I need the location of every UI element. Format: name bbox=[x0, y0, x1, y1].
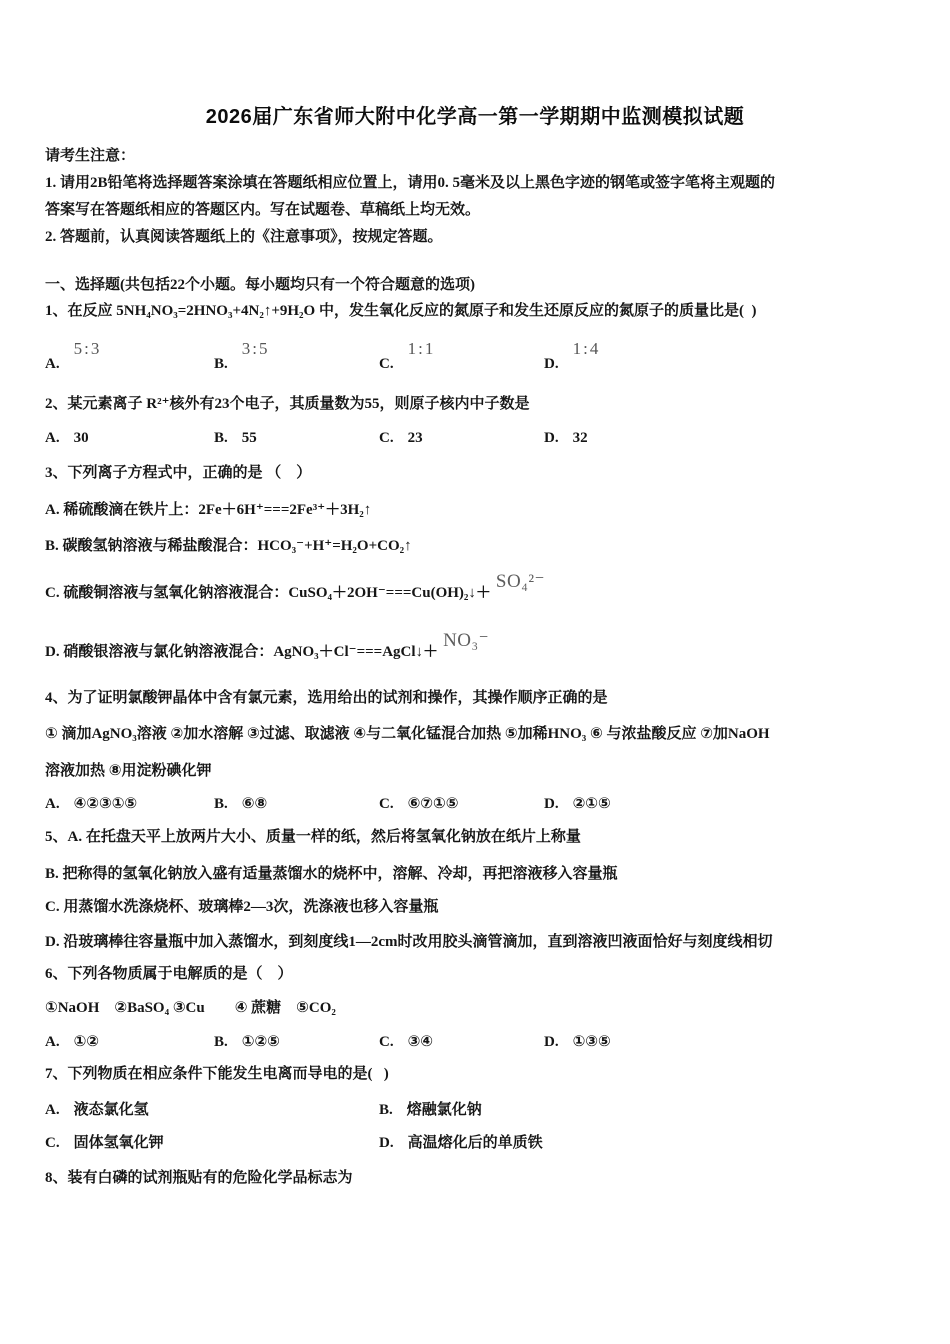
question-7-options bbox=[45, 1100, 905, 1154]
q7-option-d: D. 高温熔化后的单质铁 bbox=[379, 1135, 543, 1151]
q1-option-c: C.1:1 bbox=[379, 339, 436, 372]
q6-substance-list: ①NaOH ②BaSO₄ ③Cu ④ 蔗糖 ⑤CO₂ bbox=[45, 1000, 336, 1016]
question-8-stem: 8、装有白磷的试剂瓶贴有的危险化学品标志为 bbox=[45, 1170, 353, 1186]
notice-line-1: 1. 请用2B铅笔将选择题答案涂填在答题纸相应位置上，请用0. 5毫米及以上黑色字迹的钢笔或签字笔将主观题的 bbox=[45, 175, 776, 191]
q2-option-c: C. 23 bbox=[379, 430, 423, 446]
q4-option-c: C. ⑥⑦①⑤ bbox=[379, 796, 459, 812]
q1-option-d: D.1:4 bbox=[544, 339, 601, 372]
question-7-stem: 7、下列物质在相应条件下能发生电离而导电的是( ) bbox=[45, 1066, 389, 1082]
q4-option-a: A. ④②③①⑤ bbox=[45, 796, 138, 812]
q2-option-d: D. 32 bbox=[544, 430, 588, 446]
notice-line-2: 答案写在答题纸相应的答题区内。写在试题卷、草稿纸上均无效。 bbox=[45, 202, 481, 218]
q1-option-b: B.3:5 bbox=[214, 339, 270, 372]
question-4 bbox=[45, 688, 905, 815]
q1-option-a: A.5:3 bbox=[45, 339, 102, 372]
question-3-stem: 3、下列离子方程式中，正确的是 （ ） bbox=[45, 465, 312, 481]
question-1 bbox=[45, 301, 905, 376]
notice-line-3: 2. 答题前，认真阅读答题纸上的《注意事项》，按规定答题。 bbox=[45, 229, 443, 245]
q7-option-c: C. 固体氢氧化钾 bbox=[45, 1135, 164, 1151]
q4-option-b: B. ⑥⑧ bbox=[214, 796, 268, 812]
notice-head: 请考生注意： bbox=[45, 148, 136, 164]
question-8 bbox=[45, 1168, 905, 1189]
q6-option-d: D. ①③⑤ bbox=[544, 1034, 611, 1050]
nitrate-ion-superscript: NO₃⁻ bbox=[443, 630, 490, 651]
q4-reagent-list-line-1: ① 滴加AgNO₃溶液 ②加水溶解 ③过滤、取滤液 ④与二氧化锰混合加热 ⑤加稀HNO₃ ⑥ 与浓盐酸反应 ⑦加NaOH bbox=[45, 726, 770, 742]
question-6-stem: 6、下列各物质属于电解质的是（ ） bbox=[45, 966, 293, 982]
sulfate-ion-superscript: SO₄²⁻ bbox=[495, 571, 546, 592]
q5-option-a: 5、A. 在托盘天平上放两片大小、质量一样的纸，然后将氢氧化钠放在纸片上称量 bbox=[45, 829, 581, 845]
q6-option-b: B. ①②⑤ bbox=[214, 1034, 280, 1050]
q6-option-a: A. ①② bbox=[45, 1034, 99, 1050]
q2-option-a: A. 30 bbox=[45, 430, 89, 446]
question-6-options bbox=[45, 1032, 905, 1053]
question-1-options bbox=[45, 338, 905, 376]
q5-option-c: C. 用蒸馏水洗涤烧杯、玻璃棒2—3次，洗涤液也移入容量瓶 bbox=[45, 899, 439, 915]
page-title: 2026届广东省师大附中化学高一第一学期期中监测模拟试题 bbox=[205, 106, 745, 128]
question-1-stem: 1、在反应 5NH₄NO₃=2HNO₃+4N₂↑+9H₂O 中，发生氧化反应的氮原子和发生还原反应的氮原子的质量比是( ) bbox=[45, 303, 757, 319]
section-heading: 一、选择题(共包括22个小题。每小题均只有一个符合题意的选项) bbox=[45, 277, 475, 293]
q6-option-c: C. ③④ bbox=[379, 1034, 433, 1050]
q7-option-a: A. 液态氯化氢 bbox=[45, 1102, 149, 1118]
q5-option-b: B. 把称得的氢氧化钠放入盛有适量蒸馏水的烧杯中，溶解、冷却，再把溶液移入容量瓶 bbox=[45, 866, 618, 882]
q1-option-a-value: 5:3 bbox=[73, 339, 102, 358]
question-4-stem: 4、为了证明氯酸钾晶体中含有氯元素，选用给出的试剂和操作，其操作顺序正确的是 bbox=[45, 690, 608, 706]
q1-option-b-value: 3:5 bbox=[241, 339, 270, 358]
q3-option-b: B. 碳酸氢钠溶液与稀盐酸混合：HCO₃⁻+H⁺=H₂O+CO₂↑ bbox=[45, 538, 412, 554]
q2-option-b: B. 55 bbox=[214, 430, 257, 446]
question-4-options bbox=[45, 794, 905, 815]
q1-option-c-value: 1:1 bbox=[407, 339, 436, 358]
q4-reagent-list-line-2: 溶液加热 ⑧用淀粉碘化钾 bbox=[45, 763, 212, 779]
question-7 bbox=[45, 1064, 905, 1154]
q1-option-d-value: 1:4 bbox=[572, 339, 601, 358]
q7-option-b: B. 熔融氯化钠 bbox=[379, 1102, 482, 1118]
question-3 bbox=[45, 463, 905, 663]
q3-option-c: C. 硫酸铜溶液与氢氧化钠溶液混合：CuSO₄＋2OH⁻===Cu(OH)₂↓＋SO₄²⁻ bbox=[45, 571, 546, 601]
q5-option-d: D. 沿玻璃棒往容量瓶中加入蒸馏水，到刻度线1—2cm时改用胶头滴管滴加，直到溶液凹液面恰好与刻度线相切 bbox=[45, 934, 773, 950]
question-2-options bbox=[45, 428, 905, 449]
q3-option-a: A. 稀硫酸滴在铁片上：2Fe＋6H⁺===2Fe³⁺＋3H₂↑ bbox=[45, 502, 372, 518]
q4-option-d: D. ②①⑤ bbox=[544, 796, 611, 812]
q3-option-d: D. 硝酸银溶液与氯化钠溶液混合：AgNO₃＋Cl⁻===AgCl↓＋NO₃⁻ bbox=[45, 630, 490, 660]
question-6 bbox=[45, 964, 905, 1053]
question-5 bbox=[45, 827, 905, 953]
question-2 bbox=[45, 394, 905, 449]
question-2-stem: 2、某元素离子 R²⁺核外有23个电子，其质量数为55，则原子核内中子数是 bbox=[45, 396, 530, 412]
